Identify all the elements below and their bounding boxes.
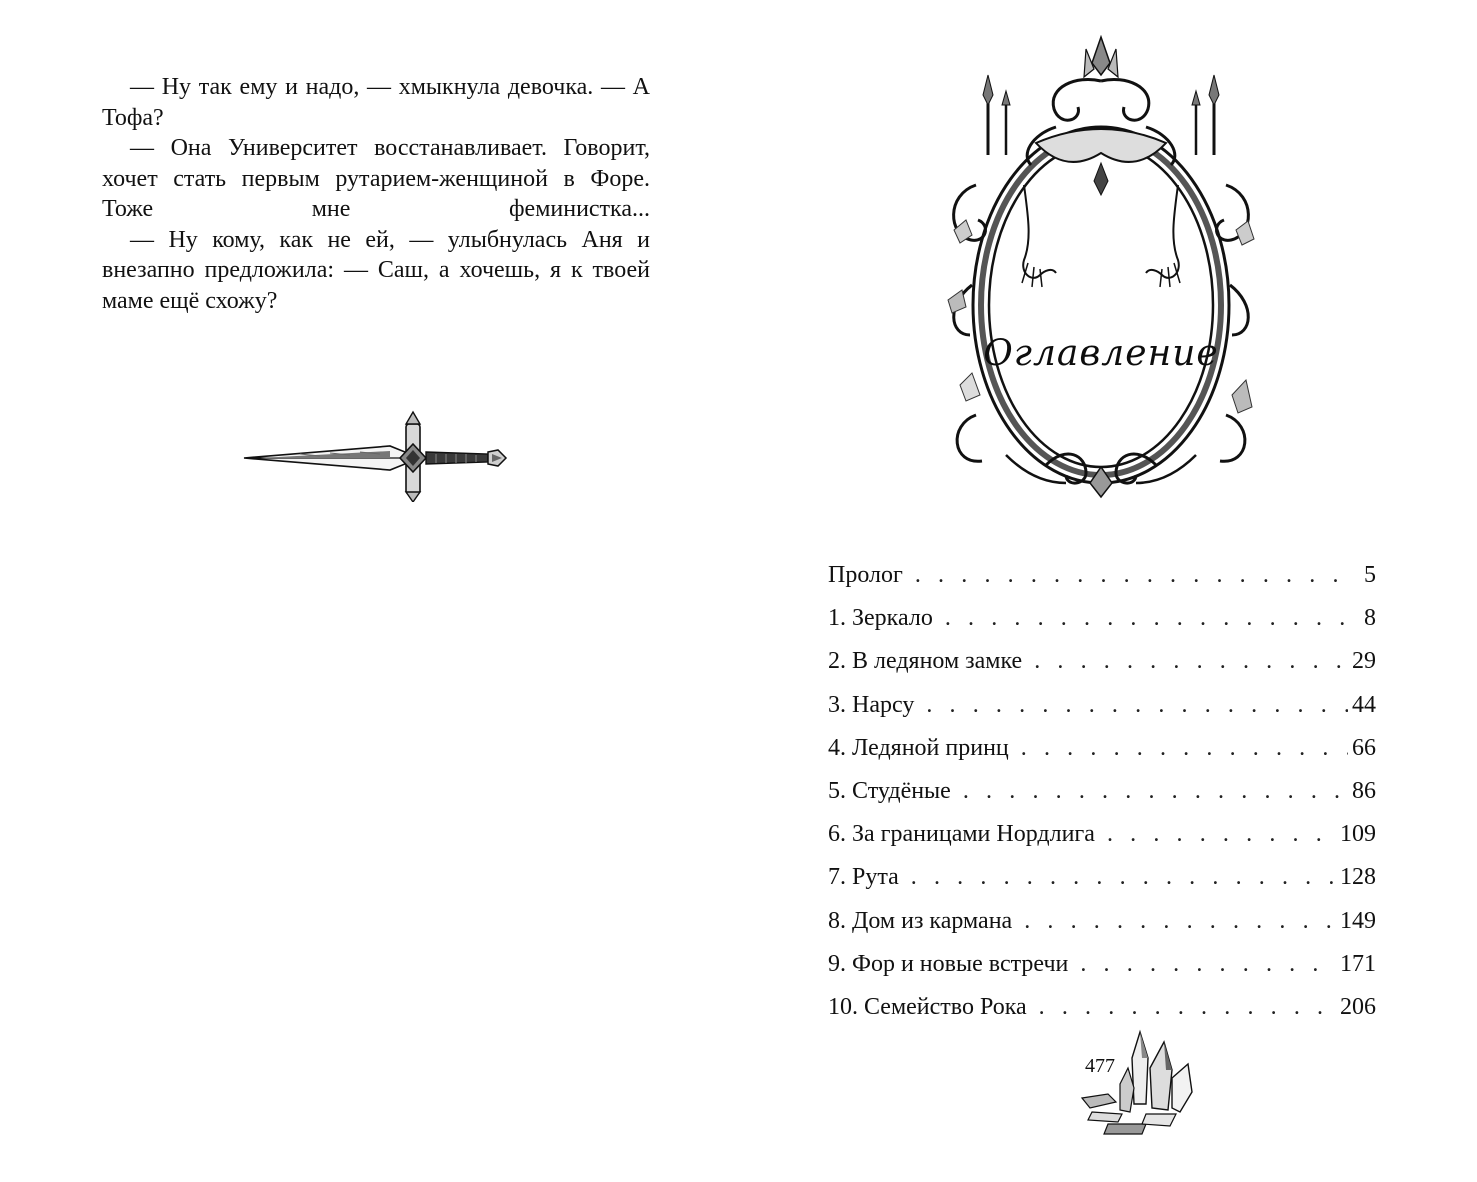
toc-entry-title: 2. В ледяном замке [828, 648, 1023, 675]
right-page [738, 0, 1477, 1182]
toc-entry-title: 7. Рута [828, 864, 899, 891]
toc-entry[interactable] [828, 605, 1376, 648]
toc-entry-page: 109 [1340, 821, 1376, 848]
paragraph: — Ну так ему и надо, — хмыкнула девочка. — А Тофа? [102, 74, 650, 131]
toc-entry-page: 149 [1340, 907, 1376, 934]
toc-leader-dots [915, 562, 1348, 589]
toc-leader-dots [1034, 648, 1348, 675]
toc-entry-title: 8. Дом из кармана [828, 907, 1013, 934]
toc-entry-title: 5. Студёные [828, 777, 951, 804]
toc-entry-title: 4. Ледяной принц [828, 734, 1009, 761]
toc-leader-dots [1080, 951, 1336, 978]
toc-leader-dots [1024, 908, 1336, 935]
toc-entry[interactable] [828, 778, 1376, 821]
toc-entry-title: 6. За границами Нордлига [828, 821, 1095, 848]
toc-entry[interactable] [828, 951, 1376, 994]
ornate-mirror-frame-icon [936, 35, 1266, 500]
toc-entry-title: 1. Зеркало [828, 605, 933, 632]
paragraph: — Ну кому, как не ей, — улыбнулась Аня и внезапно предложила: — Саш, а хочешь, я к твоей маме ещё схожу? [102, 226, 650, 314]
toc-entry[interactable] [828, 908, 1376, 951]
toc-entry-page: 128 [1340, 864, 1376, 891]
prose-block [102, 72, 650, 316]
toc-leader-dots [945, 605, 1348, 632]
toc-entry-title: 10. Семейство Рока [828, 993, 1027, 1020]
toc-leader-dots [911, 864, 1336, 891]
toc-entry-title: 3. Нарсу [828, 691, 915, 718]
crystal-cluster-icon [1072, 1028, 1204, 1138]
toc-entry-page: 86 [1352, 777, 1376, 804]
toc-entry-page: 206 [1340, 993, 1376, 1020]
toc-entry-title: 9. Фор и новые встречи [828, 950, 1069, 977]
toc-entry[interactable] [828, 864, 1376, 907]
toc-entry-page: 8 [1364, 605, 1376, 632]
toc-entry[interactable] [828, 735, 1376, 778]
dagger-icon [240, 410, 512, 502]
table-of-contents [828, 562, 1376, 1037]
toc-entry[interactable] [828, 648, 1376, 691]
toc-leader-dots [1039, 994, 1336, 1021]
toc-entry-page: 44 [1352, 691, 1376, 718]
toc-entry-page: 29 [1352, 648, 1376, 675]
page-number: 477 [1085, 1055, 1115, 1077]
toc-entry-page: 171 [1340, 950, 1376, 977]
toc-entry[interactable] [828, 692, 1376, 735]
toc-entry[interactable] [828, 821, 1376, 864]
mirror-frame [936, 35, 1266, 500]
toc-heading: Оглавление [983, 333, 1219, 374]
toc-entry[interactable] [828, 562, 1376, 605]
toc-entry-page: 66 [1352, 734, 1376, 761]
toc-entry-page: 5 [1364, 562, 1376, 588]
toc-entry-title: Пролог [828, 562, 903, 588]
paragraph: — Она Университет восстанавливает. Говорит, хочет стать первым рутарием-женщиной в Форе. Тоже мне феминистка... [102, 135, 650, 222]
toc-leader-dots [963, 778, 1348, 805]
toc-leader-dots [1107, 821, 1336, 848]
toc-leader-dots [1021, 735, 1348, 762]
toc-leader-dots [926, 692, 1348, 719]
left-page [0, 0, 738, 1182]
